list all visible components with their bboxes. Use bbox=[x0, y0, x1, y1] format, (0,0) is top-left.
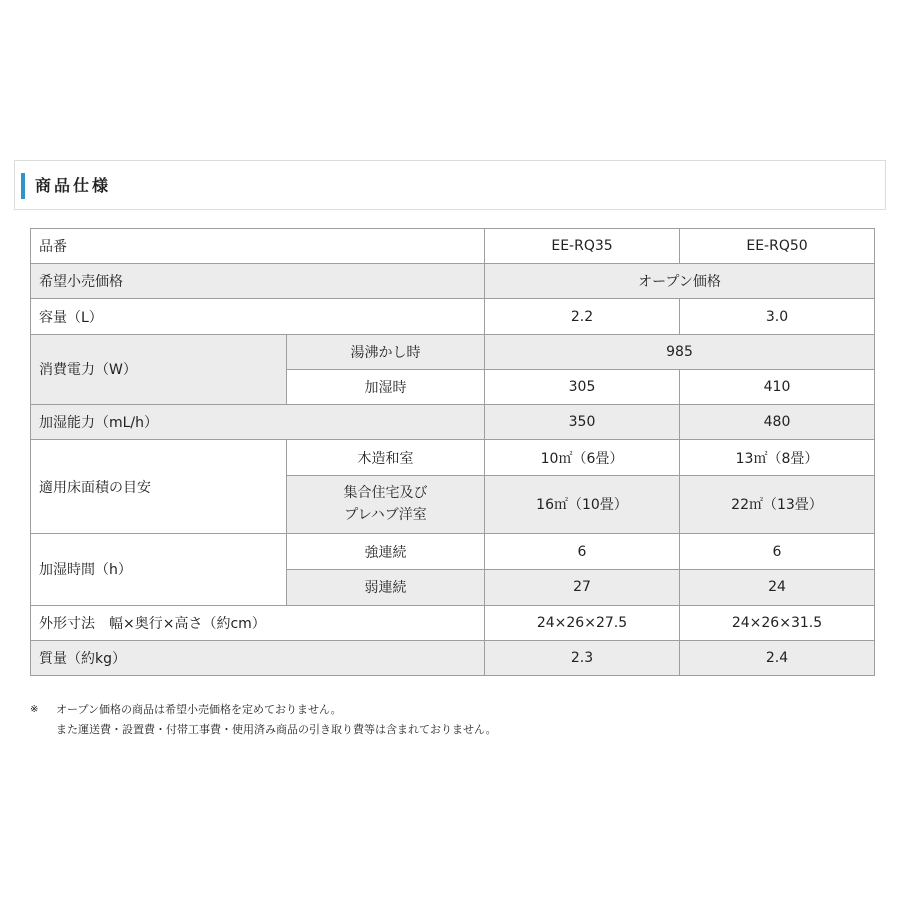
power-humid-rq35: 305 bbox=[485, 369, 680, 404]
power-humid-rq50: 410 bbox=[680, 369, 875, 404]
power-boil-label: 湯沸かし時 bbox=[287, 334, 485, 369]
capacity-rq50: 3.0 bbox=[680, 299, 875, 334]
floor-wood-rq50: 13㎡（8畳） bbox=[680, 440, 875, 475]
table-row bbox=[31, 605, 875, 640]
price-value: オープン価格 bbox=[485, 264, 875, 299]
dimensions-rq35: 24×26×27.5 bbox=[485, 605, 680, 640]
floor-label: 適用床面積の目安 bbox=[31, 440, 287, 534]
capacity-label: 容量（L） bbox=[31, 299, 485, 334]
table-row bbox=[31, 264, 875, 299]
dimensions-rq50: 24×26×31.5 bbox=[680, 605, 875, 640]
humid-capacity-label: 加湿能力（mL/h） bbox=[31, 405, 485, 440]
floor-wood-rq35: 10㎡（6畳） bbox=[485, 440, 680, 475]
power-boil-value: 985 bbox=[485, 334, 875, 369]
floor-apt-rq50: 22㎡（13畳） bbox=[680, 475, 875, 533]
dimensions-label: 外形寸法 幅×奥行×高さ（約cm） bbox=[31, 605, 485, 640]
heading-accent-bar bbox=[21, 173, 25, 199]
floor-apt-label-line2: プレハブ洋室 bbox=[344, 507, 427, 524]
footnote-line2: また運送費・設置費・付帯工事費・使用済み商品の引き取り費等は含まれておりません。 bbox=[56, 723, 497, 736]
table-row bbox=[31, 534, 875, 570]
floor-apt-label-line1: 集合住宅及び bbox=[343, 485, 428, 502]
section-heading bbox=[14, 160, 886, 210]
price-label: 希望小売価格 bbox=[31, 264, 485, 299]
table-row bbox=[31, 334, 875, 369]
footnote bbox=[30, 700, 497, 740]
floor-wood-label: 木造和室 bbox=[287, 440, 485, 475]
table-row bbox=[31, 405, 875, 440]
table-row bbox=[31, 299, 875, 334]
weight-rq50: 2.4 bbox=[680, 640, 875, 675]
model-ee-rq50: EE-RQ50 bbox=[680, 229, 875, 264]
spec-table bbox=[30, 228, 875, 676]
model-ee-rq35: EE-RQ35 bbox=[485, 229, 680, 264]
humid-capacity-rq35: 350 bbox=[485, 405, 680, 440]
weight-label: 質量（約kg） bbox=[31, 640, 485, 675]
table-row bbox=[31, 640, 875, 675]
humid-capacity-rq50: 480 bbox=[680, 405, 875, 440]
power-humid-label: 加湿時 bbox=[287, 369, 485, 404]
power-label: 消費電力（W） bbox=[31, 334, 287, 404]
table-row bbox=[31, 440, 875, 475]
humid-time-strong-rq50: 6 bbox=[680, 534, 875, 570]
humid-time-weak-label: 弱連続 bbox=[287, 570, 485, 605]
humid-time-strong-label: 強連続 bbox=[287, 534, 485, 570]
humid-time-weak-rq50: 24 bbox=[680, 570, 875, 605]
floor-apt-rq35: 16㎡（10畳） bbox=[485, 475, 680, 533]
humid-time-weak-rq35: 27 bbox=[485, 570, 680, 605]
capacity-rq35: 2.2 bbox=[485, 299, 680, 334]
humid-time-label: 加湿時間（h） bbox=[31, 534, 287, 605]
section-title: 商品仕様 bbox=[35, 176, 112, 195]
footnote-mark: ※ bbox=[30, 704, 39, 715]
model-label: 品番 bbox=[31, 229, 485, 264]
floor-apt-label bbox=[287, 475, 485, 533]
footnote-line1: オープン価格の商品は希望小売価格を定めておりません。 bbox=[56, 703, 342, 716]
weight-rq35: 2.3 bbox=[485, 640, 680, 675]
table-row bbox=[31, 229, 875, 264]
humid-time-strong-rq35: 6 bbox=[485, 534, 680, 570]
